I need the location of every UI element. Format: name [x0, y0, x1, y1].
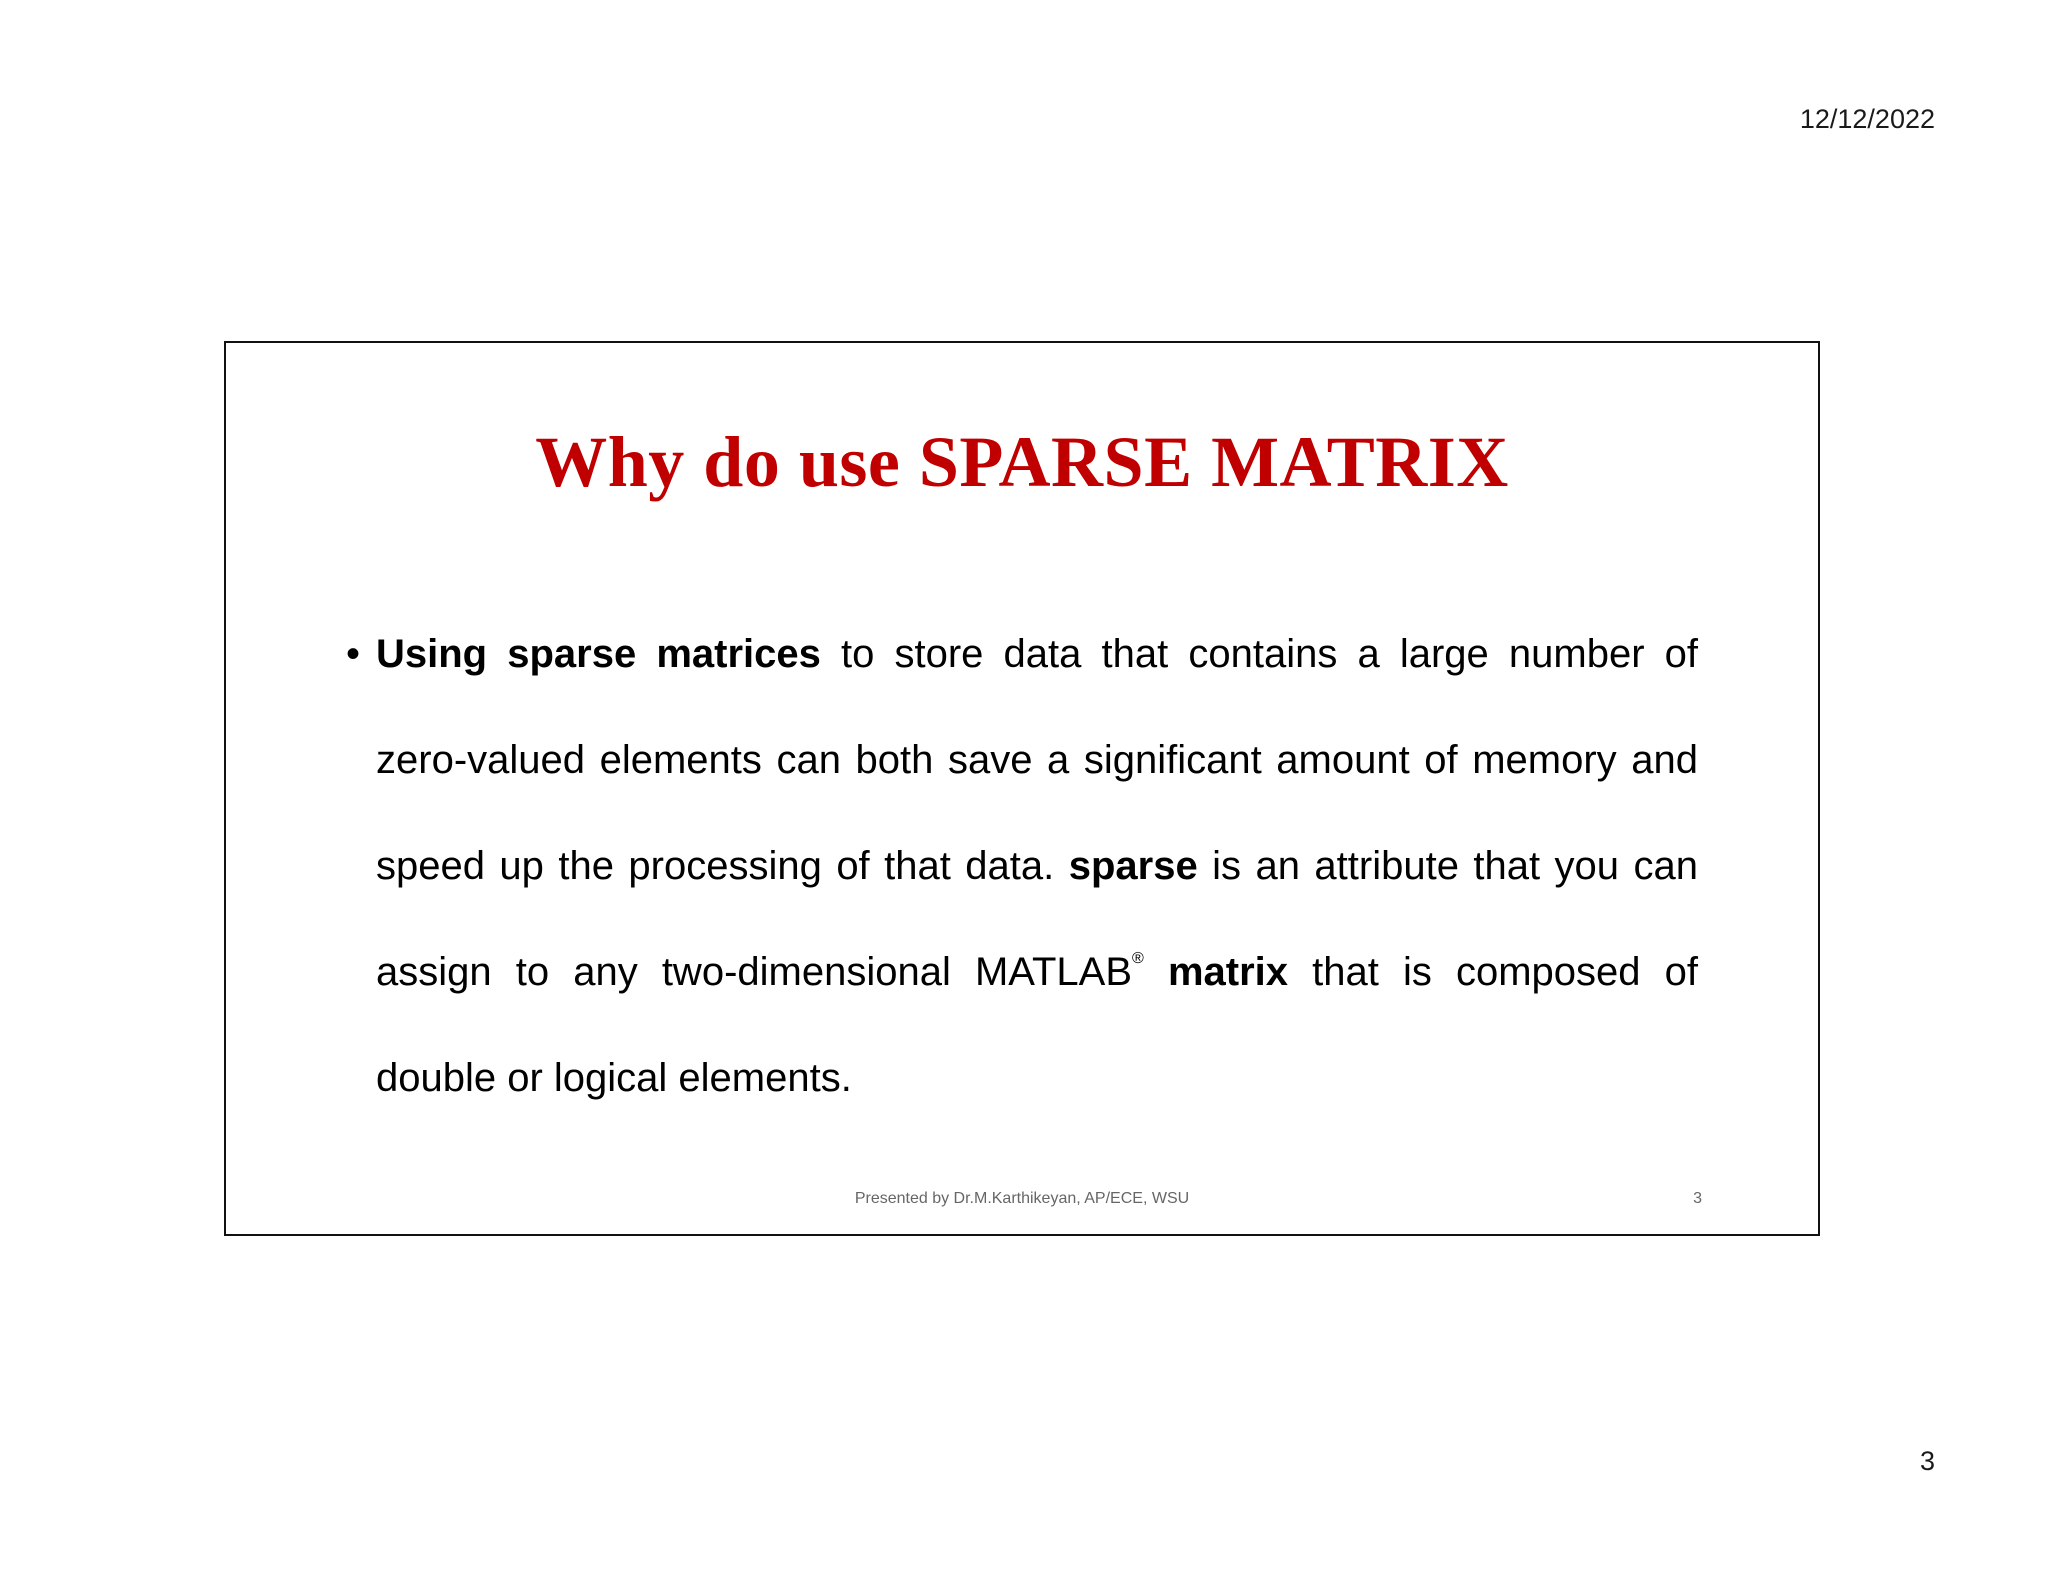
- slide-number: 3: [1693, 1190, 1702, 1207]
- page-number: 3: [1919, 1446, 1935, 1476]
- body-text-part-1: to store data that contains a large number of zero-valued elements can both save a significant amount of memory and speed up the processing of that data.: [376, 632, 1698, 888]
- bullet-icon: •: [346, 632, 361, 676]
- registered-mark: ®: [1132, 950, 1144, 967]
- bold-word-matrix: matrix: [1167, 950, 1289, 994]
- page-date: 12/12/2022: [1799, 104, 1935, 134]
- bold-phrase-sparse-matrices: Using sparse matrices: [376, 632, 821, 676]
- slide-bullet-text: [346, 601, 1698, 1131]
- body-text-part-2: is an attribute that you can assign to any two-dimensional MATLAB: [376, 844, 1698, 994]
- bold-word-sparse: sparse: [1068, 844, 1198, 888]
- body-text-part-3: that is composed of double or logical elements.: [376, 950, 1698, 1100]
- slide-frame: [224, 341, 1820, 1236]
- slide-title: Why do use SPARSE MATRIX: [535, 422, 1509, 502]
- slide-footer: Presented by Dr.M.Karthikeyan, AP/ECE, WSU: [854, 1190, 1190, 1207]
